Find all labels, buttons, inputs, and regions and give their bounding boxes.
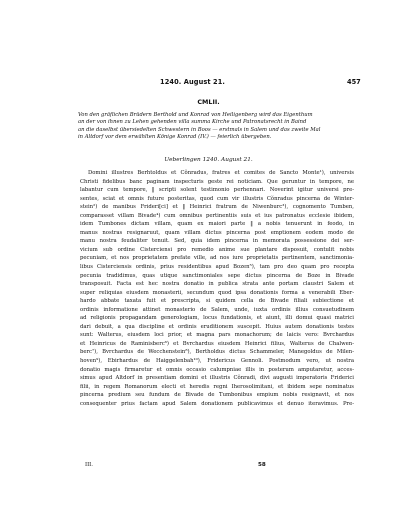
body-line: consequenter prius factam apud Salem donationem publicavimus et denuo iteravimus. Pre- bbox=[80, 400, 354, 407]
body-line: sentes, sciat et omnis future posteritas, quod cum vir illustris Cŏnradus pincerna de Winter- bbox=[80, 195, 354, 202]
body-line: stein²) de manibus Frideri[ci] et ‖ Heinrici fratrum de Niwenburc³), cognomento Tumben, bbox=[80, 204, 354, 211]
body-line: manus nostras resignaruut, quam villam dictus pincerna post emptionem eodem modo de bbox=[80, 229, 354, 236]
body-line: Domini illustres Berhtoldus et Cŏnradus, fratres et comites de Sancto Monte¹), universis bbox=[88, 170, 354, 176]
document-summary bbox=[78, 112, 354, 141]
body-line: ordinis informatione attinet monasterio de Salem, unde, iuxta ordinis illius consuetudinem bbox=[80, 306, 354, 313]
body-line: super reliquias eiusdem monasterii, secundum quod ipsa donationis forma a venerabili Eber- bbox=[80, 289, 354, 296]
body-line: vicium sub ordine Cisterciensi pro remedio anime sue plantare disposuit, contulit nobis bbox=[80, 246, 354, 253]
body-line: ad religionis propagandam generologiam, locus fundationis, et aiunt, illi domui quasi matrici bbox=[80, 315, 354, 322]
summary-line: Von den gräflichen Brüdern Berthold und Konrad von Heiligenberg wird das Eigenthum bbox=[78, 112, 313, 118]
sheet-signature: 58 bbox=[258, 462, 266, 468]
document-dateline: Ueberlingen 1240. August 21. bbox=[164, 157, 253, 163]
body-line: et Heinricus de Raminisberc⁶) et Bvrchardus eiusdem Heinrici filius, Walterus de Chalwen- bbox=[80, 340, 354, 347]
body-line: pecuniam, et nos proprietatem prefate ville, ad nos iure proprietatis pertinentem, sanctimonia- bbox=[80, 255, 354, 262]
summary-line: an die daselbst übersiedelten Schwestern in Boos — erstmals in Salem und das zweite Mal bbox=[78, 126, 321, 133]
body-line: libus Cisterciensis ordinis, prius residentibus apud Bozen⁵), tam pro deo quam pro recepta bbox=[80, 264, 354, 271]
body-line: idem Tumbones dictam villam, quam ex maiori parte ‖ a nobis tenuerunt in feodo, in bbox=[80, 221, 354, 228]
summary-line: in Altdorf vor dem erwählten Könige Konrad (IV.) — feierlich übergeben. bbox=[78, 133, 272, 140]
body-line: hardo abbate taxata fuit et prescripta, si quidem cella de Bivade filiali subiectione et bbox=[80, 298, 354, 305]
page-number: 457 bbox=[347, 78, 361, 86]
body-line: berc⁷), Bvrchardus de Wecchenstein⁸), Bertholdus dictus Schammeler, Manegoldus de Milen- bbox=[80, 349, 354, 356]
body-line: Christi fidelibus banc paginam inspecturis geste rei noticiam. Que geruntur in tempore, ne bbox=[80, 178, 354, 185]
body-line: labantur cum tempore, ‖ scripti solent testimonio perhennari. Noverint igitur universi pre- bbox=[80, 187, 354, 194]
running-header-date: 1240. August 21. bbox=[160, 78, 226, 86]
body-line: sunt: Walterus, eiusdem loci prior, et magna pars monachorum; de laicis vero: Bvrchardus bbox=[80, 332, 354, 339]
body-line: pecunia tradidimus, quas utique sanctimoniales sepe dictus pincerna de Boze in Bivade bbox=[80, 272, 354, 279]
volume-signature: III. bbox=[85, 462, 93, 468]
body-line: filii, in regem Romanorum electi et heredis regni Iherosolimitani, et ibidem sepe nominatus bbox=[80, 383, 354, 390]
body-line: simus apud Altdorf in presentiam domini et illustris Cŏnradi, divi augusti imperatoris Friderici bbox=[80, 375, 354, 382]
body-line: pincerna predium seu fundum de Bivade de Tumbonibus empium nobis resignavit, et nos bbox=[80, 392, 354, 399]
body-line: dari debuit, a qua discipline et ordinis eruditionem suscepit. Huius autem donationis testes bbox=[80, 323, 354, 330]
document-body bbox=[80, 169, 354, 408]
body-line: donatio magis firmaretur et omnis occasio calumpniae illis in posterum amputaretur, acces- bbox=[80, 366, 354, 373]
body-line: comparasset villam Bivade⁴) cum omnibus pertinentiis suis et ius patronatus ecclesie ibidem, bbox=[80, 212, 354, 219]
body-line: transposuit. Facta est hec nostra donatio in publica strata ante portam claustri Salem et bbox=[80, 281, 354, 288]
body-line: manu nostra feudaliter tenuit. Sed, quia idem pincerna in memorata possessione dei ser- bbox=[80, 238, 354, 245]
document-number: CMLII. bbox=[197, 98, 220, 106]
summary-line: an der von ihnen zu Lehen gehenden villa summa Kirche und Patronatsrecht in Baind bbox=[78, 119, 307, 126]
body-line: hoven⁹), Ebirhardus de Haiggelenbah¹⁰), Fridericus Gennoli. Postmodum vero, ut nostra bbox=[80, 358, 354, 365]
